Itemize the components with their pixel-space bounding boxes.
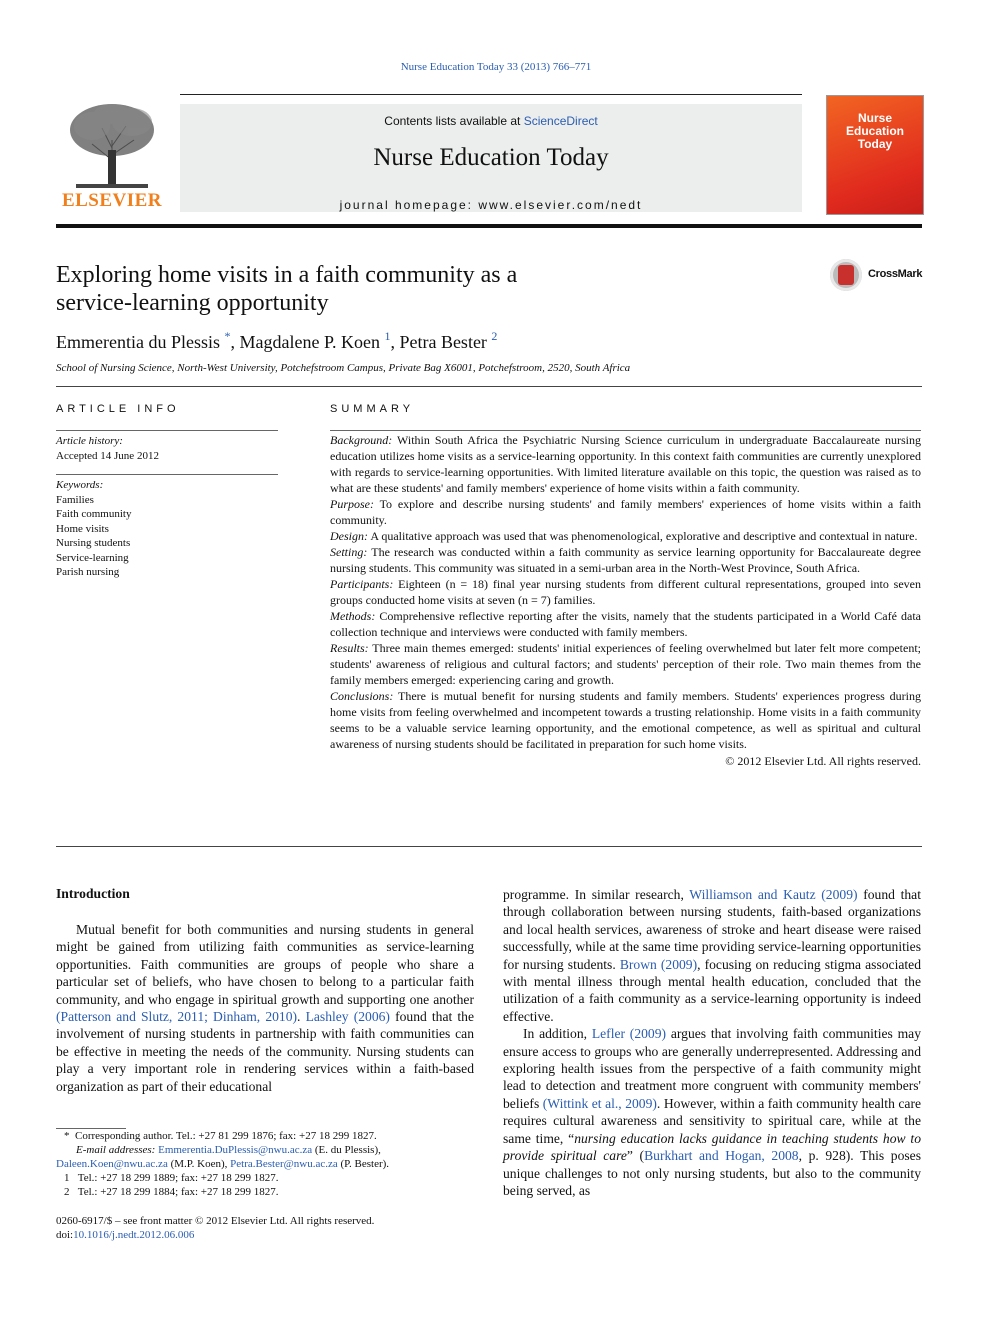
footnote-text: (M.P. Koen),: [167, 1158, 231, 1170]
keyword: Nursing students: [56, 537, 131, 549]
crossmark-button[interactable]: [830, 258, 922, 294]
author-footnote-mark[interactable]: 2: [491, 329, 498, 343]
divider: [330, 430, 921, 431]
reference-link[interactable]: (Wittink et al., 2009): [542, 1095, 657, 1111]
publication-info: [56, 1214, 476, 1242]
reference-link[interactable]: Brown (2009): [619, 956, 698, 972]
summary-section: [330, 608, 921, 640]
summary-section: [330, 432, 921, 496]
body-paragraph: [503, 886, 921, 1025]
article-title: [56, 261, 616, 317]
reference-link[interactable]: Lefler (2009): [591, 1026, 667, 1042]
keyword: Parish nursing: [56, 566, 120, 578]
quote-run: nursing education lacks guidance in teaching students how to provide spiritual care: [503, 1130, 921, 1164]
author-name[interactable]: Emmerentia du Plessis: [56, 332, 220, 352]
section-text: A qualitative approach was used that was phenomenological, explorative and descriptive and contextual in nature.: [368, 529, 918, 543]
copyright: © 2012 Elsevier Ltd. All rights reserved.: [725, 754, 921, 768]
title-line: service-learning opportunity: [56, 290, 329, 316]
article-history: [56, 434, 278, 463]
email-link[interactable]: Daleen.Koen@nwu.ac.za: [56, 1158, 168, 1170]
section-label: Participants:: [330, 577, 394, 591]
reference-link[interactable]: Lashley (2006): [305, 1009, 390, 1025]
summary-section: [330, 544, 921, 576]
doi-link[interactable]: 10.1016/j.nedt.2012.06.006: [73, 1229, 195, 1241]
text-run: found that the involvement of nursing students in partnership with faith communities can be effective in meeting the needs of the community. Nursing students can play a very important role in rendering services within a faith-based organization as part of their educational: [56, 1009, 475, 1094]
affiliation: School of Nursing Science, North-West University, Potchefstroom Campus, Private Bag X6001, Potchefstroom, 2520, South Africa: [56, 362, 631, 374]
issn-line: 0260-6917/$ – see front matter © 2012 Elsevier Ltd. All rights reserved.: [56, 1215, 375, 1227]
text-run: ” (: [626, 1148, 645, 1164]
journal-cover[interactable]: [826, 95, 924, 215]
footnote-mark: *: [64, 1130, 70, 1142]
intro-column-right: [503, 886, 921, 1199]
footnote-mark: 2: [64, 1186, 70, 1198]
reference-link[interactable]: Burkhart and Hogan, 2008: [644, 1148, 799, 1164]
email-link[interactable]: Emmerentia.DuPlessis@nwu.ac.za: [158, 1144, 313, 1156]
crossmark-label: CrossMark: [868, 268, 923, 280]
cover-title-line: Nurse: [857, 111, 892, 125]
text-run: programme. In similar research,: [503, 887, 690, 902]
header-divider: [56, 224, 922, 228]
text-run: , p. 928). This poses unique challenges to not only nursing students, but also to the community being served, as: [503, 1148, 921, 1198]
footnote: [56, 1171, 476, 1185]
doi-line: [56, 1228, 476, 1242]
footnotes: [56, 1129, 476, 1199]
section-label: Setting:: [330, 545, 368, 559]
keyword: Families: [56, 493, 94, 506]
sciencedirect-link[interactable]: ScienceDirect: [523, 114, 598, 128]
reference-link[interactable]: Williamson and Kautz (2009): [689, 887, 858, 902]
journal-homepage-link[interactable]: journal homepage: www.elsevier.com/nedt: [339, 198, 643, 212]
footnote-text: Tel.: +27 18 299 1889; fax: +27 18 299 1827.: [77, 1172, 279, 1184]
footnote: [56, 1143, 476, 1157]
footnote-text: (P. Bester).: [337, 1158, 390, 1170]
author-footnote-mark[interactable]: 1: [384, 329, 391, 343]
footnote: [56, 1129, 476, 1143]
section-label: Methods:: [330, 609, 376, 623]
body-paragraph: [503, 1025, 921, 1199]
section-text: To explore and describe nursing students' and family members' experiences of home visits within a faith community.: [330, 497, 921, 527]
section-text: There is mutual benefit for nursing students and family members. Students' experiences progress during home visits from feeling overwhelmed and incompetent towards a trusting relationship. Home visits in a faith community seems to be a valuable service learning opportunity, and the emotional competence, as well as spiritual and cultural awareness of nursing students should be facilitated in preparation for such home visits.: [330, 689, 921, 751]
body-paragraph: [56, 921, 474, 1095]
text-run: argues that involving faith communities may ensure access to groups who are generally underrepresented. Addressing and exploring health issues from the perspective of a faith community might lead to detection and treatment more congruent with community members' beliefs: [503, 1026, 921, 1111]
summary-section: [330, 688, 921, 752]
section-text: Eighteen (n = 18) final year nursing students from different cultural representations, grouped into seven groups conducted home visits at seven (n = 7) families.: [330, 577, 921, 607]
journal-name: Nurse Education Today: [373, 144, 609, 171]
reference-link[interactable]: (Patterson and Slutz, 2011; Dinham, 2010): [56, 1009, 298, 1025]
text-run: Mutual benefit for both communities and nursing students in general might be gained from utilizing faith communities as service-learning opportunities. Faith communities are groups of people who share a particular set of beliefs, who have chosen to belong to a particular faith community, and who engage in spiritual growth and supporting one another: [56, 922, 474, 1007]
author-footnote-mark[interactable]: *: [224, 329, 231, 343]
section-text: Comprehensive reflective reporting after the visits, namely that the students participated in a World Café data collection technique and interviews were conducted with family members.: [330, 609, 921, 639]
citation-link[interactable]: Nurse Education Today 33 (2013) 766–771: [400, 61, 592, 73]
elsevier-tree-icon: [56, 100, 168, 190]
author-name[interactable]: Petra Bester: [399, 332, 487, 352]
cover-title-line: Education: [845, 124, 904, 138]
divider: [56, 474, 278, 475]
keyword: Home visits: [56, 522, 109, 535]
section-text: Three main themes emerged: students' initial experiences of feeling overwhelmed but later felt more competent; students' awareness of religious and cultural factors; and students' perception of their role. Two main themes from the family members emerged: experiencing caring and growth.: [330, 641, 921, 687]
header-panel: [180, 104, 802, 212]
cover-title-line: Today: [857, 137, 893, 151]
keywords: [56, 478, 278, 580]
contents-prefix: Contents lists available at: [384, 114, 524, 128]
article-info-heading: ARTICLE INFO: [56, 403, 180, 415]
section-text: The research was conducted within a faith community as service learning opportunity for Baccalaureate degree nursing students. This community was situated in a semi-urban area in the North-West Province, South Africa.: [330, 545, 921, 575]
title-line: Exploring home visits in a faith community as a: [56, 262, 518, 288]
divider: [56, 430, 278, 431]
summary-heading: SUMMARY: [330, 403, 415, 415]
summary-body: [330, 432, 921, 769]
text-run: , focusing on reducing stigma associated with mental illness through mental health education, concluded that the utilization of a faith community as a service-learning opportunity is indeed effective.: [503, 956, 921, 1024]
section-label: Purpose:: [330, 497, 374, 511]
divider: [56, 386, 922, 387]
text-run: . However, within a faith community health care requires cultural awareness and sensitivity to spiritual care, while at the same time, “: [503, 1095, 921, 1146]
accepted-date: Accepted 14 June 2012: [56, 449, 159, 462]
email-label: E-mail addresses:: [76, 1144, 156, 1156]
history-label: Article history:: [56, 435, 123, 447]
footnote-text: Corresponding author. Tel.: +27 81 299 1876; fax: +27 18 299 1827.: [75, 1130, 377, 1142]
text-run: In addition,: [523, 1026, 592, 1042]
section-label: Results:: [330, 641, 369, 655]
text-run: found that through collaboration between nursing students, faith-based organizations and local health services, awareness of stroke and heart disease were raised successfully, while at the same time providing service-learning opportunities for nursing students.: [503, 887, 921, 972]
summary-section: [330, 576, 921, 608]
summary-section: [330, 528, 921, 544]
cover-title: [827, 112, 923, 151]
elsevier-wordmark: ELSEVIER: [61, 190, 163, 211]
intro-column-left: [56, 921, 474, 1095]
doi-label: doi:: [56, 1229, 74, 1241]
keyword: Service-learning: [56, 551, 129, 564]
section-label: Design:: [330, 529, 368, 543]
keyword: Faith community: [56, 508, 132, 520]
elsevier-logo: [56, 100, 168, 212]
footnote-text: (E. du Plessis),: [312, 1144, 381, 1156]
summary-section: [330, 640, 921, 688]
footnote-text: Tel.: +27 18 299 1884; fax: +27 18 299 1827.: [77, 1186, 279, 1198]
keywords-label: Keywords:: [56, 479, 104, 491]
introduction-heading: Introduction: [56, 886, 130, 901]
journal-header: [56, 94, 922, 214]
footnote: [56, 1185, 476, 1199]
footnote: [56, 1157, 476, 1171]
journal-citation[interactable]: [0, 61, 992, 73]
crossmark-icon: [830, 259, 862, 291]
text-run: .: [297, 1009, 306, 1025]
contents-line: [180, 114, 802, 128]
summary-section: [330, 496, 921, 528]
section-label: Background:: [330, 433, 393, 447]
section-label: Conclusions:: [330, 689, 394, 703]
header-top-rule: [180, 94, 802, 95]
author-name[interactable]: Magdalene P. Koen: [239, 332, 380, 352]
section-text: Within South Africa the Psychiatric Nursing Science curriculum in undergraduate Baccalaureate nursing education utilizes home visits as a service-learning opportunity. In this context faith communities are currently unexplored with regards to service-learning opportunities. With limited literature available on this topic, the question was raised as to what are these students' and family members' experience of home visits within a faith community.: [330, 433, 921, 495]
footnote-mark: 1: [64, 1172, 70, 1184]
divider: [56, 846, 922, 847]
email-link[interactable]: Petra.Bester@nwu.ac.za: [230, 1158, 338, 1170]
author-list: Emmerentia du Plessis *, Magdalene P. Koen $^1$, Petra Bester $^2$: [56, 329, 498, 352]
